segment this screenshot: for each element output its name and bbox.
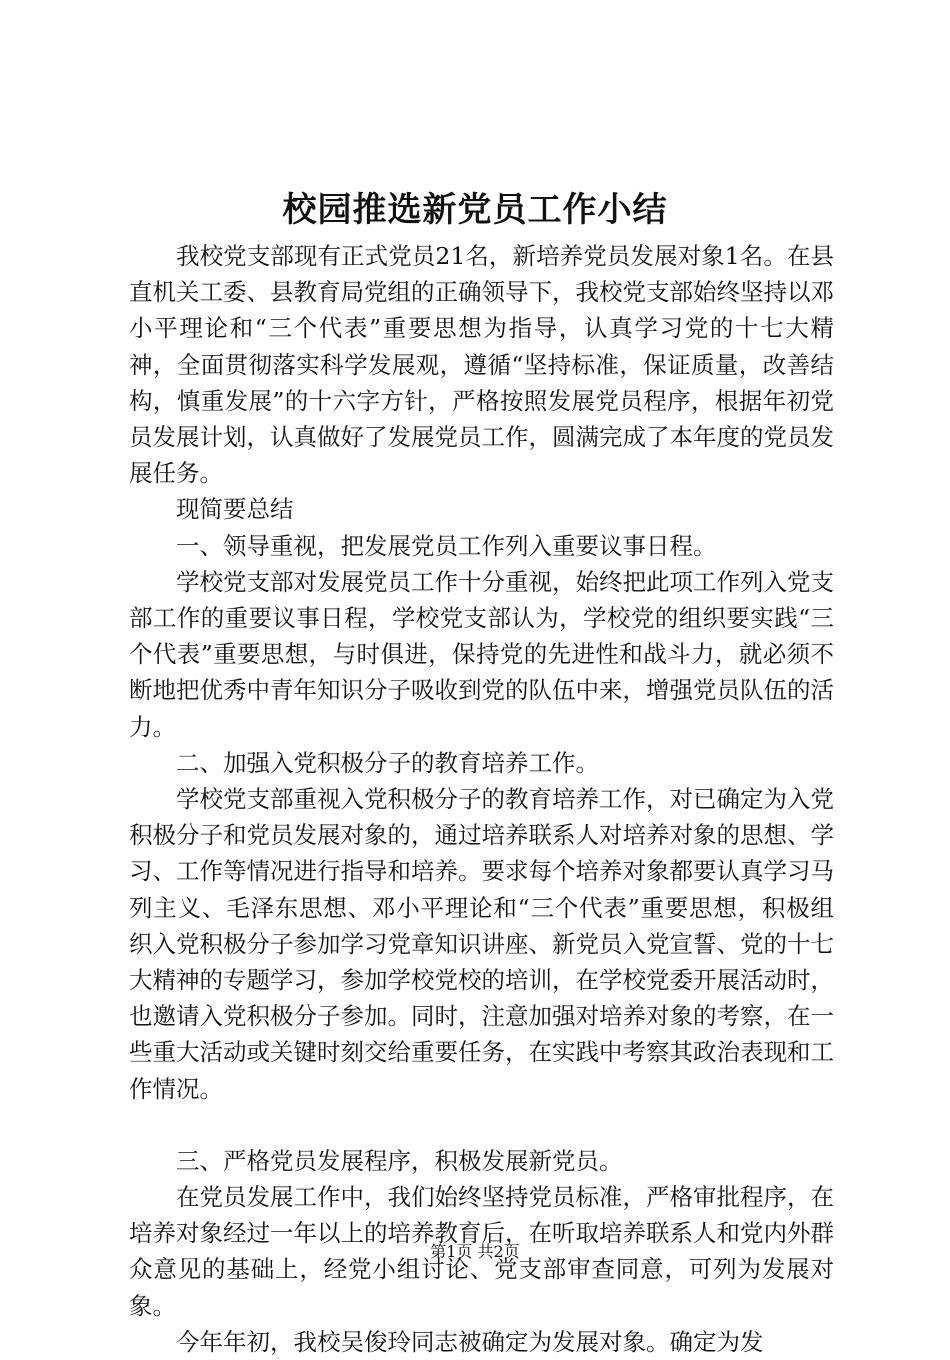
paragraph-section-1: 学校党支部对发展党员工作十分重视，始终把此项工作列入党支部工作的重要议事日程，学校党支部认为，学校党的组织要实践“三个代表”重要思想，与时俱进，保持党的先进性和战斗力，就必须不断地把优秀中青年知识分子吸收到党的队伍中来，增强党员队伍的活力。 bbox=[129, 567, 834, 741]
paragraph-intro: 我校党支部现有正式党员21名，新培养党员发展对象1名。在县直机关工委、县教育局党组的正确领导下，我校党支部始终坚持以邓小平理论和“三个代表”重要思想为指导，认真学习党的十七大精神，全面贯彻落实科学发展观，遵循“坚持标准，保证质量，改善结构，慎重发展”的十六字方针，严格按照发展党员程序，根据年初党员发展计划，认真做好了发展党员工作，圆满完成了本年度的党员发展任务。 bbox=[129, 242, 834, 488]
section-heading-2: 二、加强入党积极分子的教育培养工作。 bbox=[176, 748, 599, 777]
section-heading-3: 三、严格党员发展程序，积极发展新党员。 bbox=[176, 1146, 623, 1175]
document-body bbox=[129, 238, 834, 1360]
section-heading-1: 一、领导重视，把发展党员工作列入重要议事日程。 bbox=[176, 531, 717, 560]
paragraph-section-3-continued: 今年年初，我校吴俊玲同志被确定为发展对象。确定为发 bbox=[176, 1327, 764, 1356]
paragraph-summary-lead: 现简要总结 bbox=[176, 495, 294, 524]
document-title: 校园推选新党员工作小结 bbox=[282, 190, 668, 230]
paragraph-section-2: 学校党支部重视入党积极分子的教育培养工作，对已确定为入党积极分子和党员发展对象的，通过培养联系人对培养对象的思想、学习、工作等情况进行指导和培养。要求每个培养对象都要认真学习马列主义、毛泽东思想、邓小平理论和“三个代表”重要思想，积极组织入党积极分子参加学习党章知识讲座、新党员入党宣誓、党的十七大精神的专题学习，参加学校党校的培训，在学校党委开展活动时，也邀请入党积极分子参加。同时，注意加强对培养对象的考察，在一些重大活动或关键时刻交给重要任务，在实践中考察其政治表现和工作情况。 bbox=[129, 785, 834, 1103]
paragraph-section-3: 在党员发展工作中，我们始终坚持党员标准，严格审批程序，在培养对象经过一年以上的培养教育后，在听取培养联系人和党内外群众意见的基础上，经党小组讨论、党支部审查同意，可列为发展对象。 bbox=[129, 1183, 834, 1320]
page-footer: 第1页 共2页 bbox=[430, 1242, 520, 1261]
